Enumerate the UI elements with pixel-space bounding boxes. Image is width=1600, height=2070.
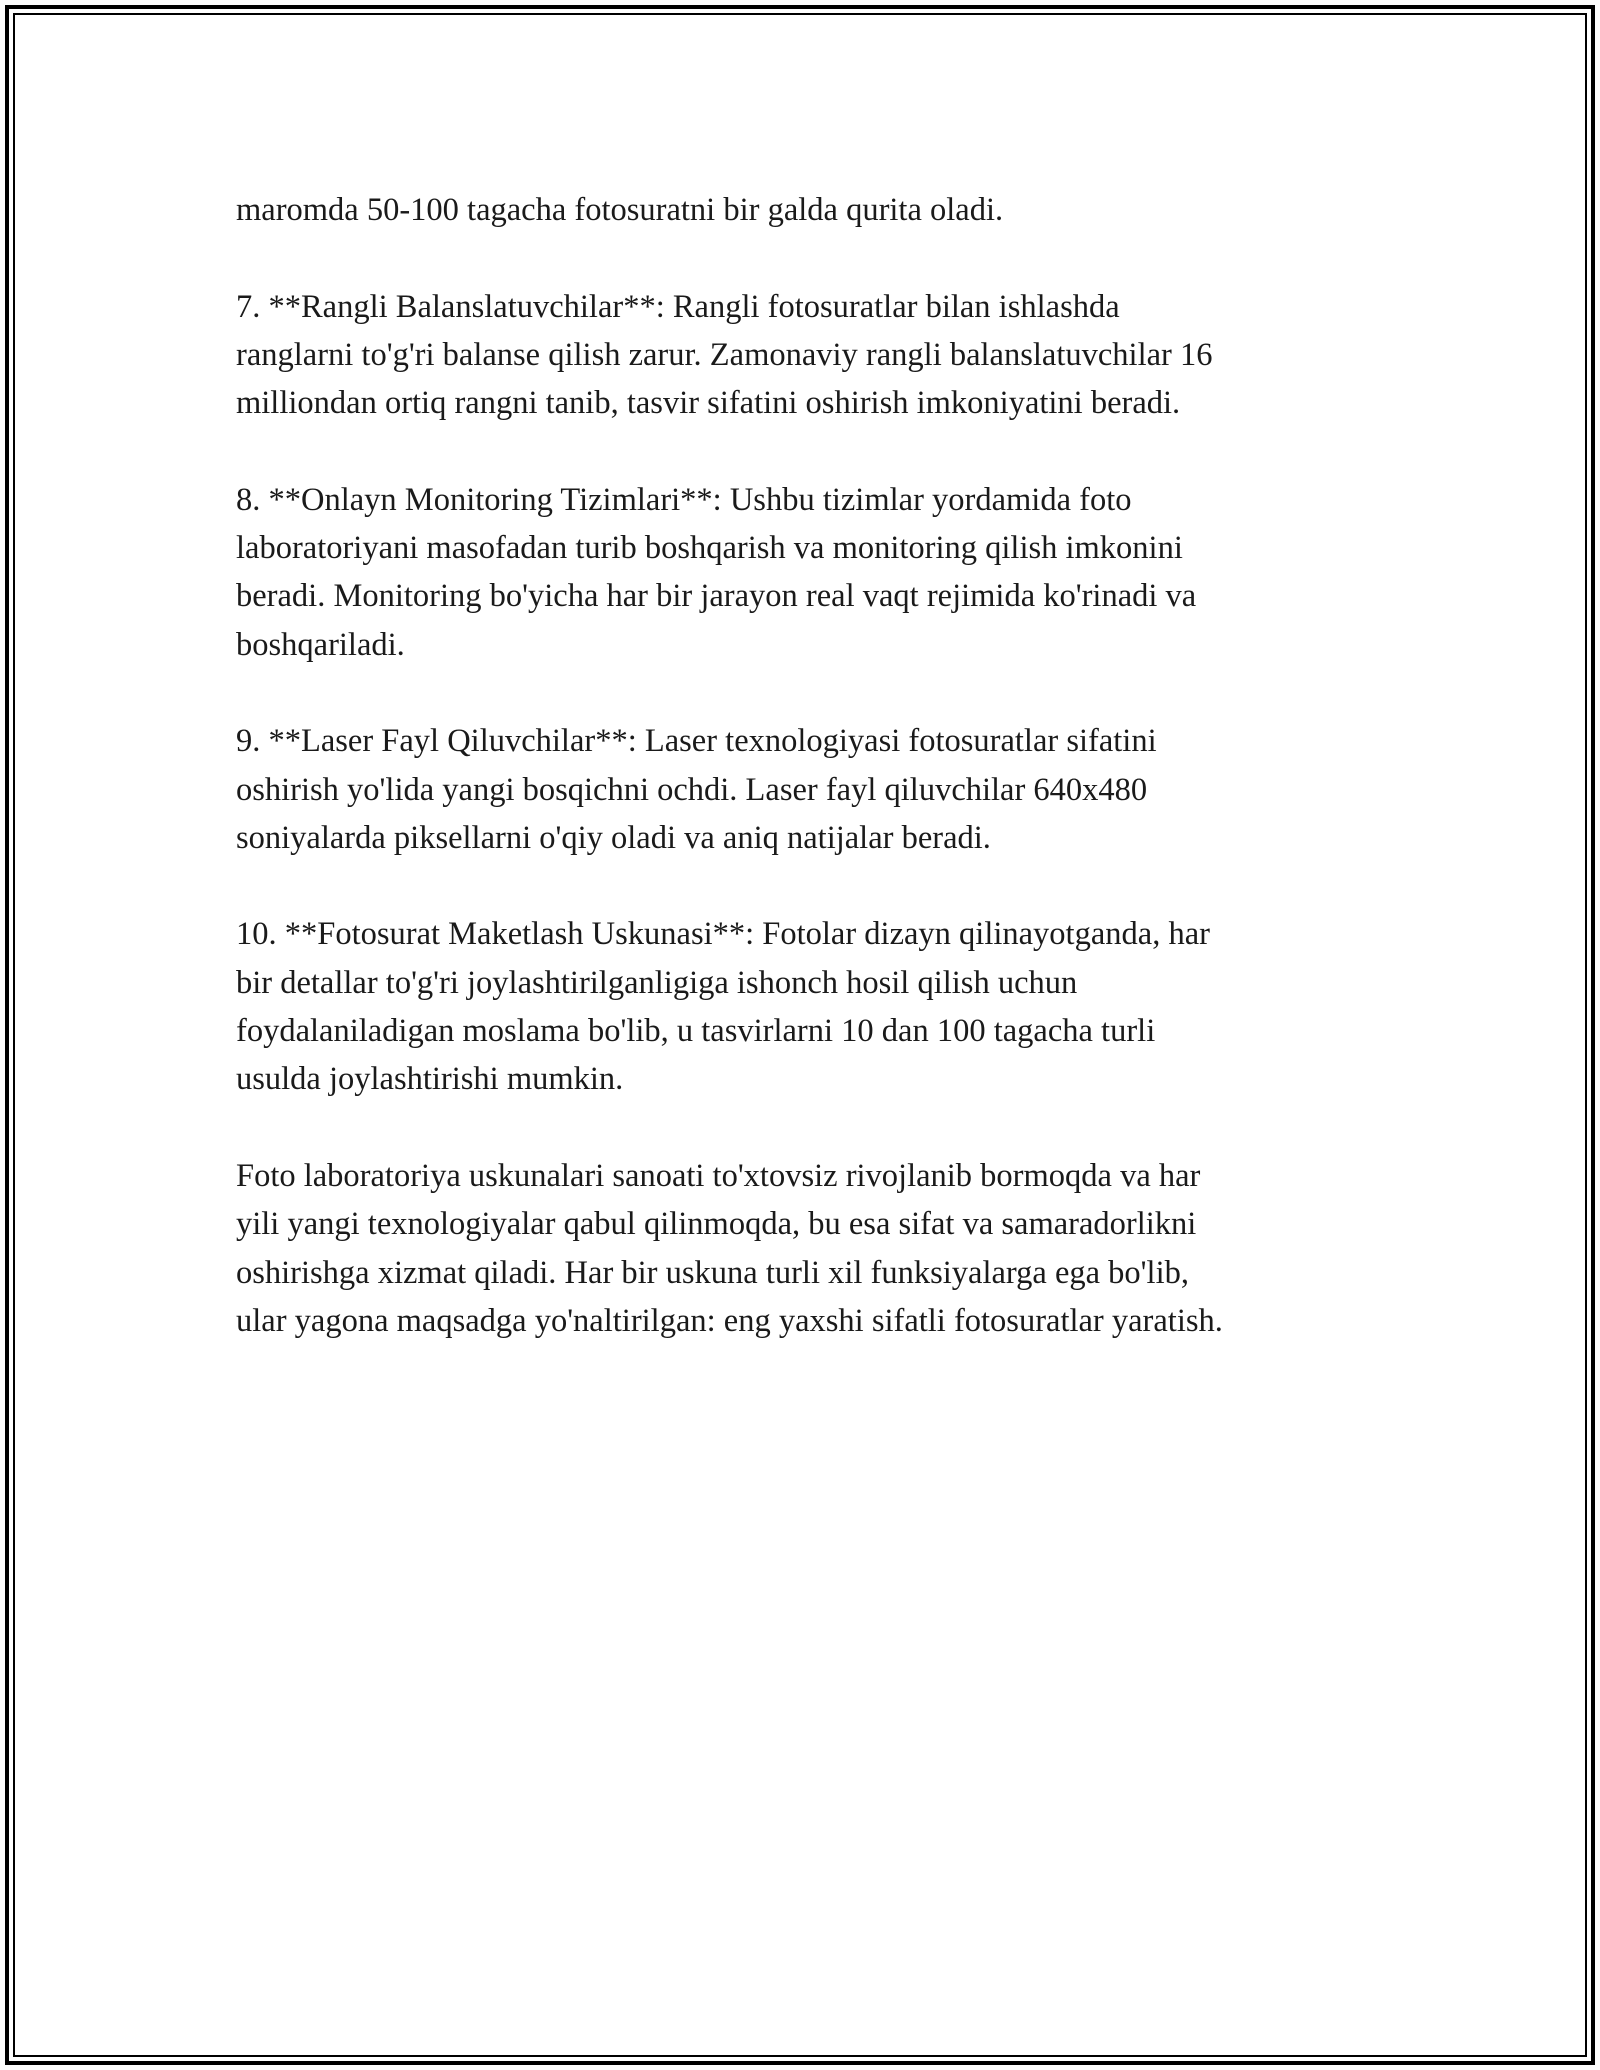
text-line: 9. **Laser Fayl Qiluvchilar**: Laser texnologiyasi fotosuratlar sifatini xyxy=(236,723,1157,760)
paragraph-item-7 xyxy=(236,283,1376,428)
text-line: ular yagona maqsadga yo'naltirilgan: eng yaxshi sifatli fotosuratlar yaratish. xyxy=(236,1302,1223,1339)
paragraph-continuation xyxy=(236,186,1376,234)
paragraph-item-8 xyxy=(236,476,1376,669)
document-body xyxy=(236,186,1376,1393)
text-line: usulda joylashtirishi mumkin. xyxy=(236,1061,624,1098)
text-line: 7. **Rangli Balanslatuvchilar**: Rangli fotosuratlar bilan ishlashda xyxy=(236,288,1120,325)
text-line: boshqariladi. xyxy=(236,626,405,663)
text-line: oshirish yo'lida yangi bosqichni ochdi. Laser fayl qiluvchilar 640x480 xyxy=(236,771,1148,808)
text-line: bir detallar to'g'ri joylashtirilganligiga ishonch hosil qilish uchun xyxy=(236,964,1078,1001)
text-line: soniyalarda piksellarni o'qiy oladi va aniq natijalar beradi. xyxy=(236,819,991,856)
paragraph-item-10 xyxy=(236,910,1376,1103)
text-line: oshirishga xizmat qiladi. Har bir uskuna turli xil funksiyalarga ega bo'lib, xyxy=(236,1254,1189,1291)
paragraph-item-9 xyxy=(236,717,1376,862)
text-line: 10. **Fotosurat Maketlash Uskunasi**: Fotolar dizayn qilinayotganda, har xyxy=(236,916,1210,953)
text-line: 8. **Onlayn Monitoring Tizimlari**: Ushbu tizimlar yordamida foto xyxy=(236,481,1132,518)
paragraph-conclusion xyxy=(236,1152,1376,1345)
text-line: maromda 50-100 tagacha fotosuratni bir galda qurita oladi. xyxy=(236,192,1004,228)
text-line: Foto laboratoriya uskunalari sanoati to'xtovsiz rivojlanib bormoqda va har xyxy=(236,1157,1201,1194)
text-line: milliondan ortiq rangni tanib, tasvir sifatini oshirish imkoniyatini beradi. xyxy=(236,385,1181,422)
text-line: laboratoriyani masofadan turib boshqarish va monitoring qilish imkonini xyxy=(236,530,1183,567)
text-line: ranglarni to'g'ri balanse qilish zarur. Zamonaviy rangli balanslatuvchilar 16 xyxy=(236,336,1213,373)
text-line: yili yangi texnologiyalar qabul qilinmoqda, bu esa sifat va samaradorlikni xyxy=(236,1206,1197,1243)
text-line: foydalaniladigan moslama bo'lib, u tasvirlarni 10 dan 100 tagacha turli xyxy=(236,1013,1156,1050)
text-line: beradi. Monitoring bo'yicha har bir jarayon real vaqt rejimida ko'rinadi va xyxy=(236,578,1197,615)
